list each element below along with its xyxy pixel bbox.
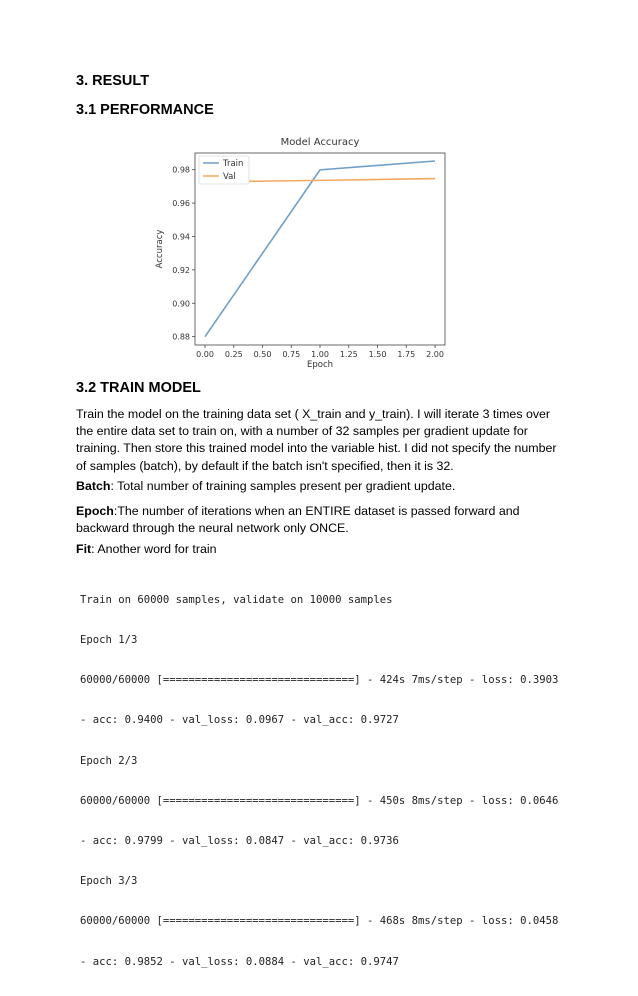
y-tick-label: 0.90 bbox=[172, 299, 190, 309]
legend-label-train: Train bbox=[223, 159, 244, 169]
train-model-paragraph: Train the model on the training data set ( X_train and y_train). I will iterate 3 times over the entire data set to train on, with a number of 32 samples per gradient update for training. Then store this trained model into the variable hist. I did not specify the number of samples (batch), by default if the batch isn't specified, then it is 32. bbox=[76, 407, 557, 473]
x-tick-label: 2.00 bbox=[426, 350, 444, 359]
console-line: - acc: 0.9400 - val_loss: 0.0967 - val_acc: 0.9727 bbox=[80, 714, 399, 727]
x-tick-label: 0.50 bbox=[253, 350, 272, 359]
model-accuracy-chart bbox=[150, 130, 450, 370]
console-line: Epoch 3/3 bbox=[80, 875, 138, 888]
chart-legend bbox=[199, 156, 249, 184]
y-tick-label: 0.92 bbox=[172, 265, 190, 275]
x-tick-label: 0.75 bbox=[282, 350, 301, 359]
console-line: - acc: 0.9799 - val_loss: 0.0847 - val_acc: 0.9736 bbox=[80, 835, 399, 848]
epoch-text: :The number of iterations when an ENTIRE dataset is passed forward and backward through the neural network only ONCE. bbox=[76, 504, 520, 536]
console-line: Train on 60000 samples, validate on 10000 samples bbox=[80, 593, 393, 606]
x-tick-label: 1.00 bbox=[311, 350, 329, 359]
section-heading-train-model: 3.2 TRAIN MODEL bbox=[76, 380, 201, 396]
y-axis-label: Accuracy bbox=[155, 229, 165, 269]
x-tick-label: 1.75 bbox=[397, 350, 416, 359]
y-tick-label: 0.94 bbox=[172, 232, 190, 242]
x-tick-label: 0.25 bbox=[224, 350, 243, 359]
y-tick-label: 0.96 bbox=[172, 199, 190, 209]
fit-term: Fit bbox=[76, 542, 92, 556]
y-tick-label: 0.88 bbox=[172, 332, 190, 342]
console-line: Epoch 2/3 bbox=[80, 754, 138, 767]
x-axis-label: Epoch bbox=[306, 360, 334, 370]
console-line: - acc: 0.9852 - val_loss: 0.0884 - val_acc: 0.9747 bbox=[80, 955, 399, 968]
console-line: 60000/60000 [==============================] - 468s 8ms/step - loss: 0.0458 bbox=[80, 915, 559, 928]
section-heading-performance: 3.1 PERFORMANCE bbox=[76, 102, 214, 118]
section-heading-result: 3. RESULT bbox=[76, 73, 150, 89]
fit-text: : Another word for train bbox=[91, 542, 217, 556]
batch-definition bbox=[76, 478, 566, 495]
x-tick-label: 1.25 bbox=[339, 350, 358, 359]
console-line: Epoch 1/3 bbox=[80, 634, 138, 647]
batch-term: Batch bbox=[76, 479, 111, 493]
fit-definition bbox=[76, 541, 566, 558]
console-line: 60000/60000 [==============================] - 424s 7ms/step - loss: 0.3903 bbox=[80, 674, 559, 687]
x-tick-label: 1.50 bbox=[368, 350, 387, 359]
epoch-term: Epoch bbox=[76, 504, 114, 518]
epoch-definition bbox=[76, 503, 566, 537]
training-console-output bbox=[80, 567, 580, 996]
batch-text: : Total number of training samples present per gradient update. bbox=[110, 479, 456, 493]
y-tick-label: 0.98 bbox=[172, 165, 190, 175]
x-tick-label: 0.00 bbox=[196, 350, 214, 359]
console-line: 60000/60000 [==============================] - 450s 8ms/step - loss: 0.0646 bbox=[80, 794, 559, 807]
legend-label-val: Val bbox=[223, 172, 236, 182]
chart-title: Model Accuracy bbox=[280, 137, 360, 148]
